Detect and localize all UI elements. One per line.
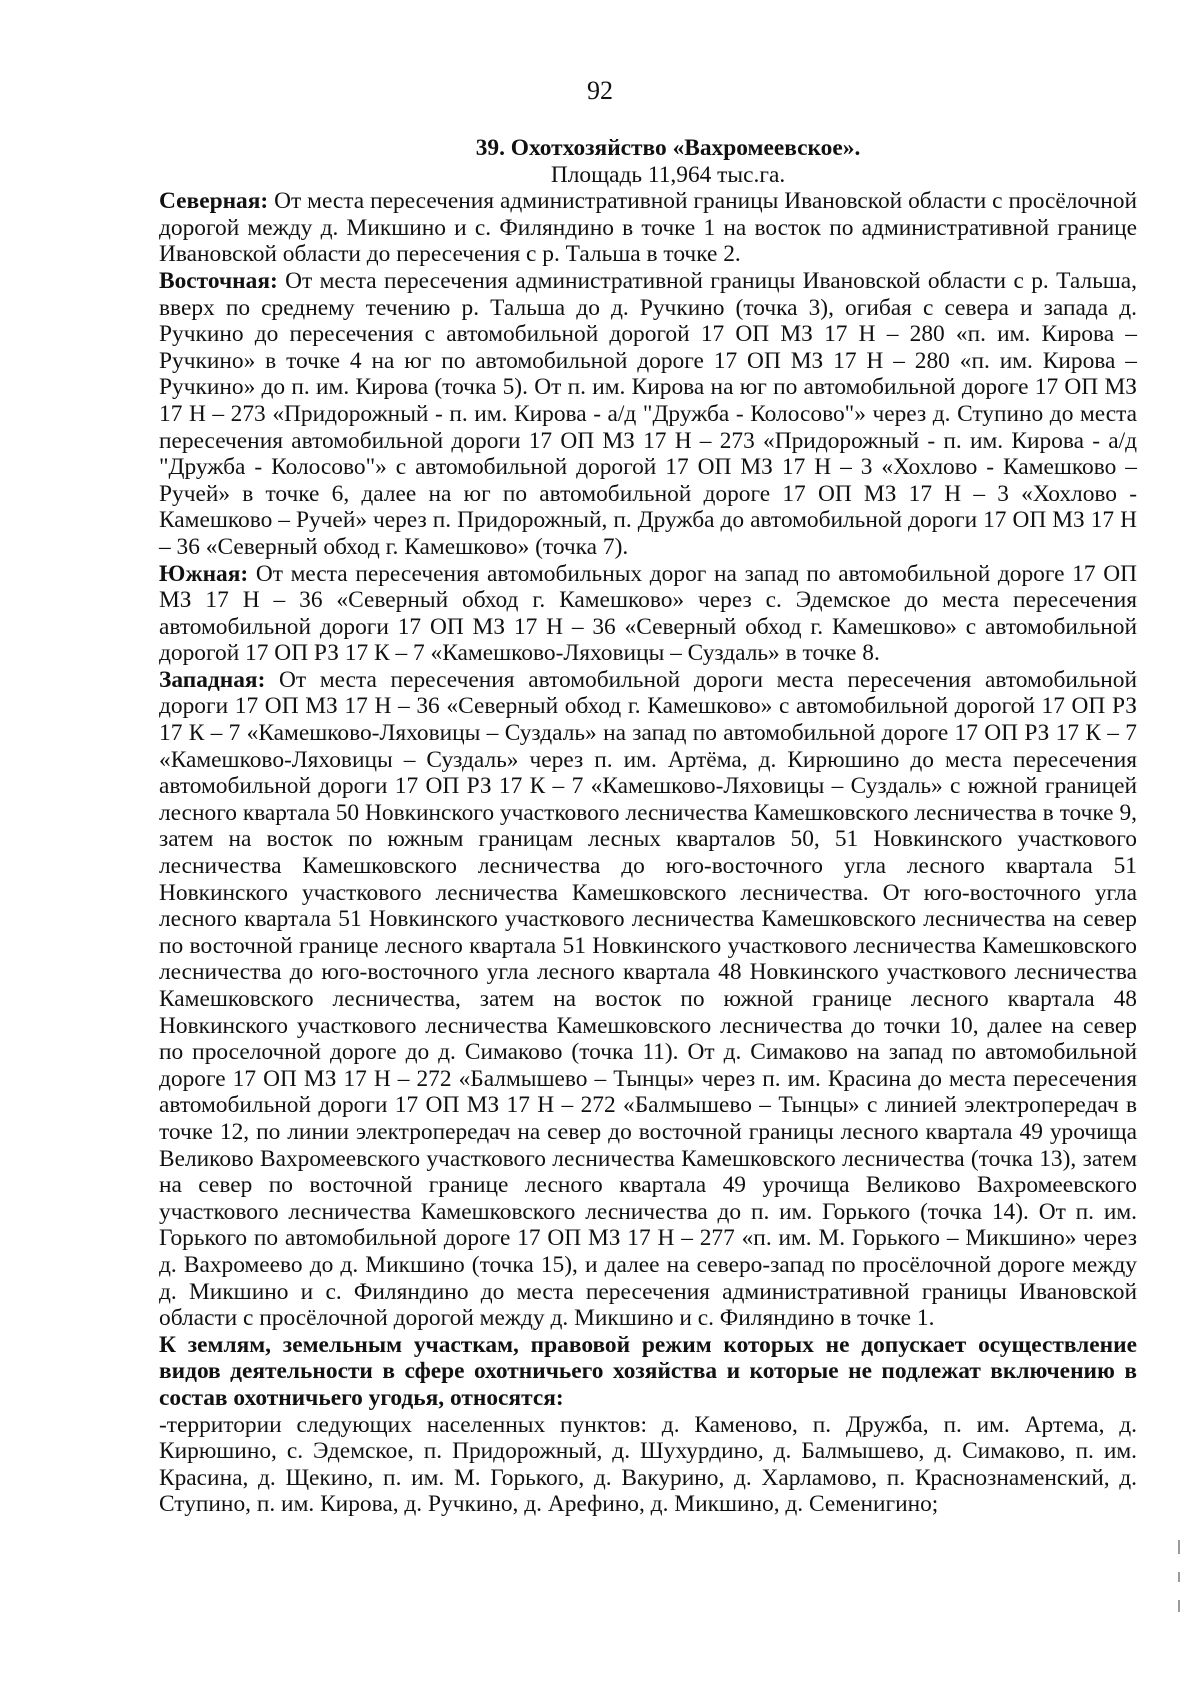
exclusions-heading: К землям, земельным участкам, правовой режим которых не допускает осуществление видов деятельности в сфере охотничьего хозяйства и которые не подлежат включению в состав охотничьего угодья, относятся: [159, 1331, 1137, 1411]
scan-edge-mark [1178, 1540, 1180, 1554]
boundary-north-label: Северная: [159, 188, 269, 215]
boundary-east-label: Восточная: [159, 267, 278, 294]
scan-edge-mark [1178, 1600, 1180, 1612]
boundary-west [159, 667, 1137, 1332]
boundary-south [159, 561, 1137, 667]
document-body [159, 135, 1137, 1518]
section-title: 39. Охотхозяйство «Вахромеевское». [475, 135, 861, 161]
boundary-west-label: Западная: [159, 666, 266, 693]
area-line: Площадь 11,964 тыс.га. [550, 161, 786, 188]
boundary-north [159, 188, 1137, 268]
boundary-south-text: От места пересечения автомобильных дорог на запад по автомобильной дороге 17 ОП МЗ 17 Н – 36 «Северный обход г. Камешково» через с. Эдемское до места пересечения автомобильной дороги 17 ОП МЗ 17 Н – 36 «Северный обход г. Камешково» с автомобильной дорогой 17 ОП РЗ 17 К – 7 «Камешково-Ляховицы – Суздаль» в точке 8. [159, 560, 1137, 667]
boundary-south-label: Южная: [159, 560, 249, 587]
page-number: 92 [587, 76, 613, 105]
boundary-east-text: От места пересечения административной границы Ивановской области с р. Тальша, вверх по среднему течению р. Тальша до д. Ручкино (точка 3), огибая с севера и запада д. Ручкино до пересечения с автомобильной дорогой 17 ОП МЗ 17 Н – 280 «п. им. Кирова – Ручкино» в точке 4 на юг по автомобильной дороге 17 ОП МЗ 17 Н – 280 «п. им. Кирова – Ручкино» до п. им. Кирова (точка 5). От п. им. Кирова на юг по автомобильной дороге 17 ОП МЗ 17 Н – 273 «Придорожный - п. им. Кирова - а/д "Дружба - Колосово"» через д. Ступино до места пересечения автомобильной дороги 17 ОП МЗ 17 Н – 273 «Придорожный - п. им. Кирова - а/д "Дружба - Колосово"» с автомобильной дорогой 17 ОП МЗ 17 Н – 3 «Хохлово - Камешково – Ручей» в точке 6, далее на юг по автомобильной дороге 17 ОП МЗ 17 Н – 3 «Хохлово - Камешково – Ручей» через п. Придорожный, п. Дружба до автомобильной дороги 17 ОП МЗ 17 Н – 36 «Северный обход г. Камешково» (точка 7). [159, 267, 1137, 560]
exclusions-item: -территории следующих населенных пунктов: д. Каменово, п. Дружба, п. им. Артема, д. Кирюшино, с. Эдемское, п. Придорожный, д. Шухурдино, д. Балмышево, д. Симаково, п. им. Красина, д. Щекино, п. им. М. Горького, д. Вакурино, д. Харламово, п. Краснознаменский, д. Ступино, п. им. Кирова, д. Ручкино, д. Арефино, д. Микшино, д. Семенигино; [159, 1411, 1137, 1518]
boundary-north-text: От места пересечения административной границы Ивановской области с просёлочной дорогой между д. Микшино и с. Филяндино в точке 1 на восток по административной границе Ивановской области до пересечения с р. Тальша в точке 2. [159, 188, 1137, 268]
boundary-west-text: От места пересечения автомобильной дороги места пересечения автомобильной дороги 17 ОП МЗ 17 Н – 36 «Северный обход г. Камешково» с автомобильной дорогой 17 ОП РЗ 17 К – 7 «Камешково-Ляховицы – Суздаль» на запад по автомобильной дороге 17 ОП РЗ 17 К – 7 «Камешково-Ляховицы – Суздаль» через п. им. Артёма, д. Кирюшино до места пересечения автомобильной дороги 17 ОП РЗ 17 К – 7 «Камешково-Ляховицы – Суздаль» с южной границей лесного квартала 50 Новкинского участкового лесничества Камешковского лесничества в точке 9, затем на восток по южным границам лесных кварталов 50, 51 Новкинского участкового лесничества Камешковского лесничества до юго-восточного угла лесного квартала 51 Новкинского участкового лесничества Камешковского лесничества. От юго-восточного угла лесного квартала 51 Новкинского участкового лесничества Камешковского лесничества на север по восточной границе лесного квартала 51 Новкинского участкового лесничества Камешковского лесничества до юго-восточного угла лесного квартала 48 Новкинского участкового лесничества Камешковского лесничества, затем на восток по южной границе лесного квартала 48 Новкинского участкового лесничества Камешковского лесничества до точки 10, далее на север по проселочной дороге до д. Симаково (точка 11). От д. Симаково на запад по автомобильной дороге 17 ОП МЗ 17 Н – 272 «Балмышево – Тынцы» через п. им. Красина до места пересечения автомобильной дороги 17 ОП МЗ 17 Н – 272 «Балмышево – Тынцы» с линией электропередач в точке 12, по линии электропередач на север до восточной границы лесного квартала 49 урочища Великово Вахромеевского участкового лесничества Камешковского лесничества (точка 13), затем на север по восточной границе лесного квартала 49 урочища Великово Вахромеевского участкового лесничества Камешковского лесничества до п. им. Горького (точка 14). От п. им. Горького по автомобильной дороге 17 ОП МЗ 17 Н – 277 «п. им. М. Горького – Микшино» через д. Вахромеево до д. Микшино (точка 15), и далее на северо-запад по просёлочной дороге между д. Микшино и с. Филяндино до места пересечения административной границы Ивановской области с просёлочной дорогой между д. Микшино и с. Филяндино в точке 1. [159, 666, 1137, 1332]
scan-edge-mark [1178, 1572, 1180, 1582]
boundary-east [159, 268, 1137, 561]
